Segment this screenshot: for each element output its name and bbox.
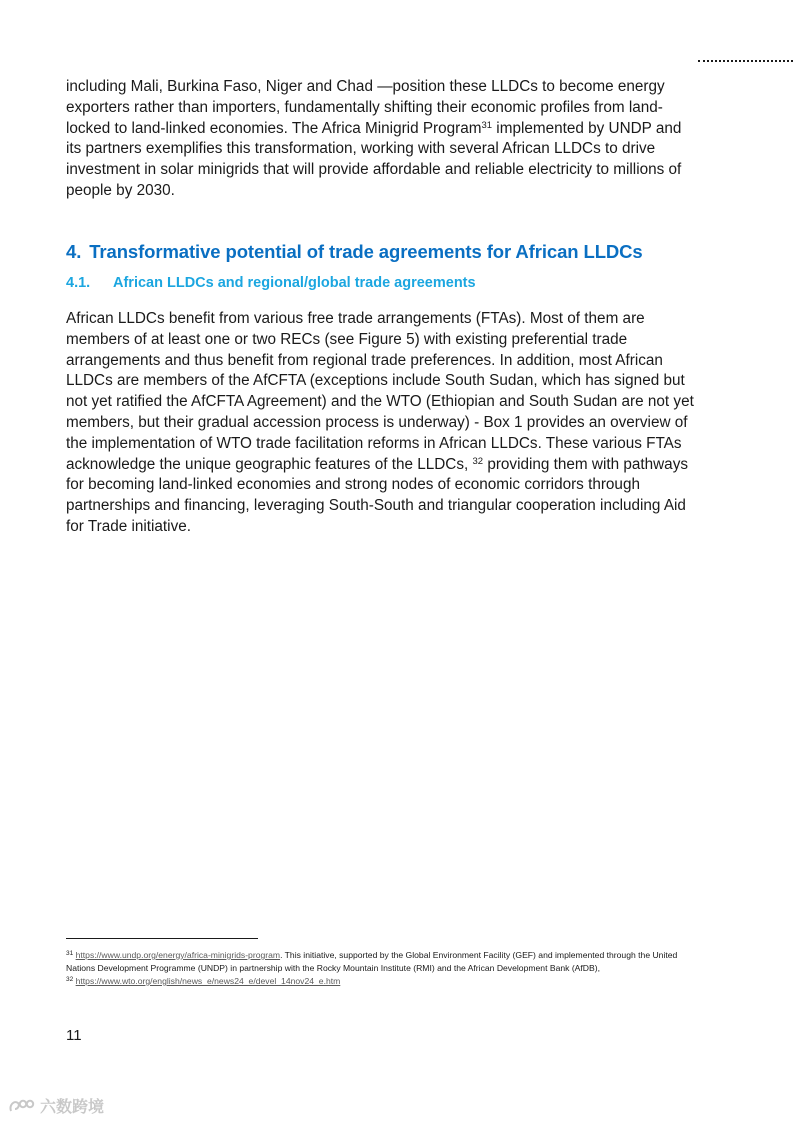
section-number: 4. — [66, 241, 82, 262]
footnote-31 — [66, 949, 706, 975]
paragraph-1-text-b: implemented by UNDP and its partners exemplifies this transformation, working with several African LLDCs to drive investment in solar minigrids that will provide affordable and reliable electricity to millions of people by 2030. — [66, 119, 682, 199]
footnote-32-link[interactable]: https://www.wto.org/english/news_e/news24_e/devel_14nov24_e.htm — [75, 976, 341, 986]
watermark-text: 六数跨境 — [40, 1099, 105, 1116]
section-heading — [66, 241, 643, 263]
footnote-32-marker: 32 — [66, 976, 74, 983]
body-paragraph-1 — [66, 77, 696, 202]
logo-icon — [8, 1097, 36, 1115]
paragraph-1-text-a: including Mali, Burkina Faso, Niger and Chad —position these LLDCs to become energy exporters rather than importers, fundamentally shifting their economic profiles from land-locked to land-linked economies. The Africa Minigrid Program — [66, 78, 665, 137]
footnote-ref-32[interactable]: 32 — [472, 455, 484, 467]
section-title: Transformative potential of trade agreements for African LLDCs — [89, 241, 643, 262]
footnote-31-link[interactable]: https://www.undp.org/energy/africa-minigrids-program — [75, 950, 281, 960]
paragraph-2-text-b: providing them with pathways for becoming land-linked economies and strong nodes of economic corridors through partnerships and financing, leveraging South-South and triangular cooperation including Aid for Trade initiative. — [66, 455, 688, 535]
watermark — [8, 1094, 104, 1117]
footnote-31-marker: 31 — [66, 950, 74, 957]
subsection-heading — [66, 275, 476, 291]
footnote-32 — [66, 975, 706, 988]
footnote-ref-31[interactable]: 31 — [481, 119, 493, 131]
footnote-31-text: . This initiative, supported by the Global Environment Facility (GEF) and implemented through the United Nations Development Programme (UNDP) in partnership with the Rocky Mountain Institute (RMI) and the African Development Bank (AfDB), — [66, 950, 678, 973]
subsection-number: 4.1. — [66, 275, 91, 291]
subsection-title: African LLDCs and regional/global trade agreements — [113, 275, 476, 291]
paragraph-2-text-a: African LLDCs benefit from various free trade arrangements (FTAs). Most of them are members of at least one or two RECs (see Figure 5) with existing preferential trade arrangements and thus benefit from regional trade preferences. In addition, most African LLDCs are members of the AfCFTA (exceptions include South Sudan, which has signed but not yet ratified the AfCFTA Agreement) and the WTO (Ethiopian and South Sudan are not yet members, but their gradual accession process is underway) - Box 1 provides an overview of the implementation of WTO trade facilitation reforms in African LLDCs. These various FTAs acknowledge the unique geographic features of the LLDCs, — [66, 310, 694, 473]
body-paragraph-2 — [66, 309, 696, 538]
header-dotted-rule — [698, 60, 793, 62]
footnote-separator — [66, 938, 258, 939]
page-number: 11 — [66, 1027, 82, 1044]
footnotes — [66, 949, 706, 988]
